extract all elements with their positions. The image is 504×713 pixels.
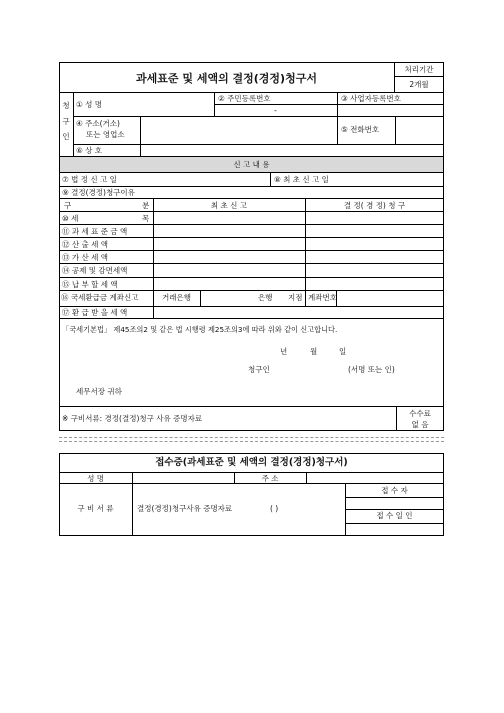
recipient-label: 세무서장 귀하 [76,387,122,396]
statutory-filing-date-label: ⑦ 법 정 신 고 일 [62,175,117,184]
receipt-address-label: 주 소 [261,474,279,483]
applicant-group-char-3: 인 [62,132,70,141]
signature-label: (서명 또는 인) [348,365,395,374]
additional-tax-label: ⑬ 가 산 세 액 [62,253,109,262]
address-label-2: 또는 영업소 [86,130,125,139]
report-section-header: 신 고 내 용 [233,160,270,169]
column-claim: 결 정( 경 정) 청 구 [343,201,406,210]
processing-period-value: 2개월 [409,80,429,89]
cut-line [59,437,444,438]
form-title: 과세표준 및 세액의 결정(경정)청구서 [136,72,317,85]
receipt-title: 접수증(과세표준 및 세액의 결정(경정)청구서) [155,457,348,468]
receipt-docs-label: 구 비 서 류 [77,504,114,513]
column-category-left: 구 [64,201,72,210]
receiver-label: 접 수 자 [381,486,408,495]
deduction-label: ⑭ 공제 및 감면세액 [62,266,128,275]
claim-reason-label: ⑨ 결정(경정)청구이유 [62,188,135,197]
resident-number-field[interactable]: - [274,106,277,115]
trade-name-label: ⑥ 상 호 [76,146,102,155]
fee-label: 수수료 [409,409,431,418]
fee-value: 없 음 [411,420,429,429]
bank-label: 거래은행 [162,293,191,302]
tax-payable-label: ⑮ 납 부 할 세 액 [62,280,118,289]
resident-number-label: ② 주민등록번호 [218,94,271,103]
claim-form [59,62,444,431]
processing-period-label: 처리기간 [404,65,434,74]
account-number-label: 계좌번호 [308,293,337,302]
refund-account-label: ⑯ 국세환급금 계좌신고 [61,293,139,302]
applicant-group-char-1: 청 [62,101,70,110]
receipt-docs-count[interactable]: ( ) [270,504,279,513]
tax-base-label: ⑪ 과 세 표 준 금 액 [62,227,128,236]
receipt-date-label: 접 수 일 인 [376,511,413,520]
date-year: 년 [280,347,288,356]
calculated-tax-label: ⑫ 산 출 세 액 [62,240,109,249]
branch-label: 지점 [288,293,303,302]
bank-suffix: 은행 [258,293,273,302]
column-category-right: 분 [142,201,150,210]
initial-filing-date-label: ⑧ 최 초 신 고 일 [274,175,329,184]
name-label: ① 성 명 [76,100,102,109]
receipt-name-label: 성 명 [87,474,104,483]
address-label: ④ 주소(거소) [76,119,120,128]
phone-label: ⑤ 전화번호 [341,125,380,134]
declaration-text: 「국세기본법」 제45조의2 및 같은 법 시행령 제25조의3에 따라 위와 같이 신고합니다. [62,325,338,334]
refund-amount-label: ⑰ 환 급 받 을 세 액 [62,308,128,317]
cut-line-2 [59,441,444,442]
column-initial-filing: 최 초 신 고 [210,201,248,210]
date-day: 일 [339,347,347,356]
date-month: 월 [310,347,318,356]
business-number-label: ③ 사업자등록번호 [341,94,401,103]
tax-item-label-2: 목 [142,214,150,223]
attachments-note: ※ 구비서류: 경정(결정)청구 사유 증명자료 [62,414,203,423]
tax-item-label: ⑩ 세 [62,214,79,223]
claimant-label: 청구인 [248,365,270,374]
applicant-group-char-2: 구 [62,117,70,126]
receipt-docs-value: 결정(경정)청구사유 증명자료 [137,504,233,513]
